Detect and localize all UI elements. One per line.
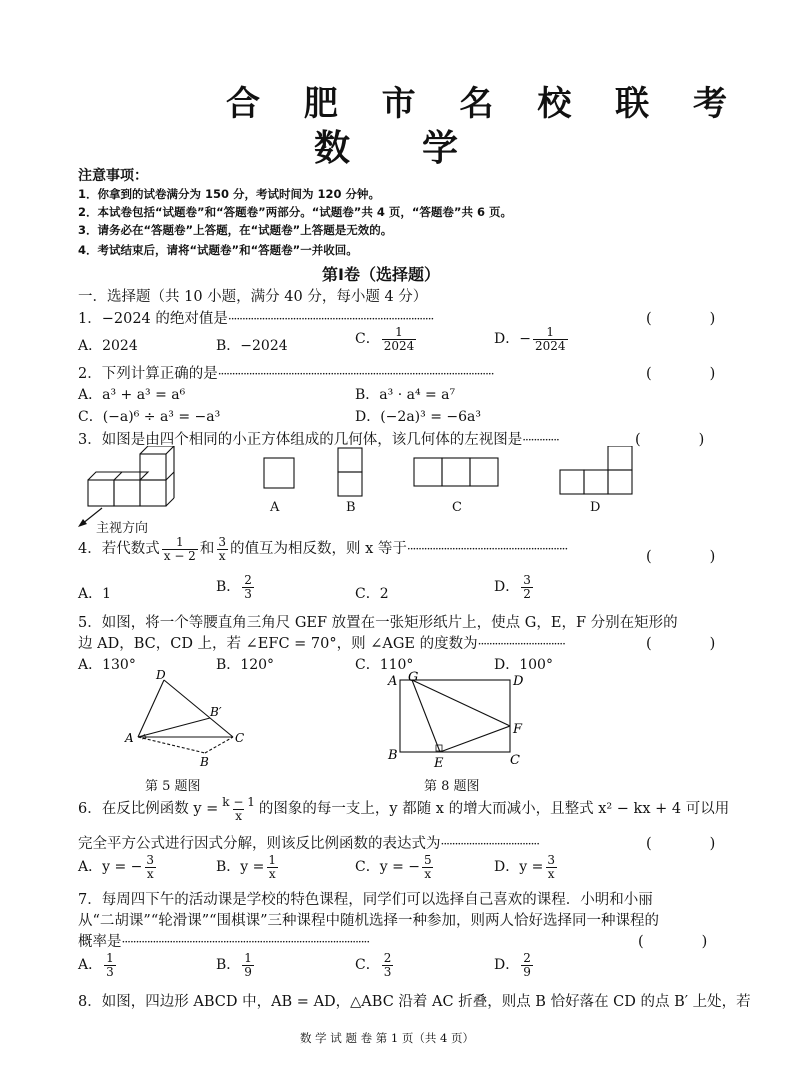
note-item-3: 3．请务必在“答题卷”上答题，在“试题卷”上答题是无效的。: [78, 223, 393, 237]
q2-option-c: C．(−a)⁶ ÷ a³ = −a³: [78, 409, 221, 425]
q5-option-b: B．120°: [216, 657, 275, 673]
fig8-label-B: B: [388, 748, 398, 763]
figure-8: [384, 668, 534, 770]
q7-option-a: A． $\frac{1}{3}$: [78, 951, 114, 979]
q3-solid-figure: [88, 446, 174, 506]
subject-title: 数 学: [314, 128, 459, 169]
q2-option-d: D．(−2a)³ = −6a³: [355, 409, 481, 425]
q5-line-1: 5．如图，将一个等腰直角三角尺 GEF 放置在一张矩形纸片上，使点 G，E，F 分别在矩形的: [78, 615, 678, 631]
q5-option-c: C．110°: [355, 657, 414, 673]
q1-option-d: D．− $\frac{1}{2024}$: [494, 325, 566, 353]
option-c-view: [414, 458, 498, 486]
q5-bracket: ( ): [646, 636, 716, 652]
q1-c-fraction: $\frac{1}{2024}$: [383, 325, 415, 353]
q3-label-c: C: [452, 500, 462, 515]
fig5-label-A: A: [125, 731, 134, 745]
fig8-label-C: C: [510, 753, 520, 768]
q3-text: 如图是由四个相同的小正方体组成的几何体，该几何体的左视图是: [101, 432, 523, 448]
q6-option-c: C．y = − $\frac{5}{x}$: [355, 853, 432, 881]
q7-line-1: 7．每周四下午的活动课是学校的特色课程，同学们可以选择自己喜欢的课程．小明和小丽: [78, 892, 653, 908]
q1-stem: [78, 307, 433, 328]
q1-leader: ·········································································: [227, 312, 434, 326]
figure-5-caption: 第 5 题图: [145, 779, 201, 794]
q4-option-b: B． $\frac{2}{3}$: [216, 573, 252, 601]
q6-option-d: D．y = $\frac{3}{x}$: [494, 853, 555, 881]
q4-bracket: ( ): [646, 549, 716, 565]
part1-title: 第Ⅰ卷（选择题）: [322, 265, 440, 284]
q4-option-c: C．2: [355, 586, 389, 602]
q7-option-b: B． $\frac{1}{9}$: [216, 951, 252, 979]
q6-line-1: 6．在反比例函数 y = $\frac{k - 1}{x}$ 的图象的每一支上，y 都随 x 的增大而减小，且整式 x² − kx + 4 可以用: [78, 795, 730, 823]
q4-option-a: A．1: [78, 586, 112, 602]
fig5-label-D: D: [156, 668, 166, 682]
figure-5: [120, 668, 260, 768]
q6-option-a: A．y = − $\frac{3}{x}$: [78, 853, 155, 881]
fig8-label-G: G: [408, 670, 419, 685]
q2-text: 下列计算正确的是: [101, 366, 218, 382]
page-footer: 数 学 试 题 卷 第 1 页（共 4 页）: [300, 1031, 475, 1045]
q2-option-a: A．a³ + a³ = a⁶: [78, 387, 186, 403]
q1-option-a: A．2024: [78, 338, 138, 354]
q3-figures: [74, 446, 714, 538]
fig8-label-A: A: [388, 674, 398, 689]
fig5-label-C: C: [235, 731, 245, 745]
q6-option-b: B．y = $\frac{1}{x}$: [216, 853, 277, 881]
figure-8-caption: 第 8 题图: [424, 779, 480, 794]
fig8-label-E: E: [434, 756, 444, 770]
q3-label-d: D: [590, 500, 601, 515]
option-b-view: [338, 448, 362, 496]
note-item-4: 4．考试结束后，请将“试题卷”和“答题卷”一并收回。: [78, 243, 358, 257]
q1-text: −2024 的绝对值是: [101, 311, 228, 327]
notes-heading: 注意事项：: [78, 168, 148, 184]
q4-fraction-1: $\frac{1}{x - 2}$: [163, 535, 196, 563]
q1-d-fraction: $\frac{1}{2024}$: [534, 325, 566, 353]
q2-stem: 2．下列计算正确的是··································································································: [78, 366, 494, 382]
q4-fraction-2: $\frac{3}{x}$: [218, 535, 226, 563]
q7-bracket: ( ): [638, 934, 708, 950]
q1-bracket: ( ): [646, 311, 716, 327]
q1-option-b: B．−2024: [216, 338, 288, 354]
q8-line-1: 8．如图，四边形 ABCD 中，AB = AD，△ABC 沿着 AC 折叠，则点 B 恰好落在 CD 的点 B′ 上处，若: [78, 994, 751, 1010]
section-heading: 一．选择题（共 10 小题，满分 40 分，每小题 4 分）: [78, 289, 428, 305]
q1-number: 1．: [78, 311, 102, 327]
q6-bracket: ( ): [646, 836, 716, 852]
q6-fraction: $\frac{k - 1}{x}$: [222, 795, 255, 823]
note-item-2: 2．本试卷包括“试题卷”和“答题卷”两部分。“试题卷”共 4 页，“答题卷”共 6 页。: [78, 205, 512, 219]
q7-line-3: 概率是························································································: [78, 934, 370, 950]
q7-option-c: C． $\frac{2}{3}$: [355, 951, 392, 979]
fig8-label-F: F: [513, 722, 523, 737]
q4-stem: 4．若代数式 $\frac{1}{x - 2}$ 和 $\frac{3}{x}$ 的值互为相反数，则 x 等于·························································: [78, 535, 568, 563]
q7-option-d: D． $\frac{2}{9}$: [494, 951, 531, 979]
q5-option-d: D．100°: [494, 657, 553, 673]
fig5-label-B1: B′: [210, 705, 222, 719]
q1-option-c: C． $\frac{1}{2024}$: [355, 325, 415, 353]
q4-option-d: D． $\frac{3}{2}$: [494, 573, 531, 601]
q3-stem: 3．如图是由四个相同的小正方体组成的几何体，该几何体的左视图是·············: [78, 432, 559, 448]
option-a-view: [264, 458, 294, 488]
note-item-1: 1．你拿到的试卷满分为 150 分，考试时间为 120 分钟。: [78, 187, 381, 201]
fig5-label-B: B: [200, 755, 209, 768]
fig8-label-D: D: [513, 674, 524, 689]
q3-label-a: A: [270, 500, 280, 515]
q7-line-2: 从“二胡课”“轮滑课”“围棋课”三种课程中随机选择一种参加，则两人恰好选择同一种课程的: [78, 913, 659, 929]
q2-bracket: ( ): [646, 366, 716, 382]
q3-label-b: B: [346, 500, 356, 515]
q6-line-2: 完全平方公式进行因式分解，则该反比例函数的表达式为···································: [78, 836, 540, 852]
q5-line-2: 边 AD，BC，CD 上，若 ∠EFC = 70°，则 ∠AGE 的度数为·······························: [78, 636, 565, 652]
exam-title: 合 肥 市 名 校 联 考: [226, 84, 744, 124]
q3-bracket: ( ): [635, 432, 705, 448]
option-d-view: [560, 446, 632, 494]
view-direction-label: 主视方向: [96, 521, 149, 536]
q2-option-b: B．a³ · a⁴ = a⁷: [355, 387, 456, 403]
q5-option-a: A．130°: [78, 657, 136, 673]
